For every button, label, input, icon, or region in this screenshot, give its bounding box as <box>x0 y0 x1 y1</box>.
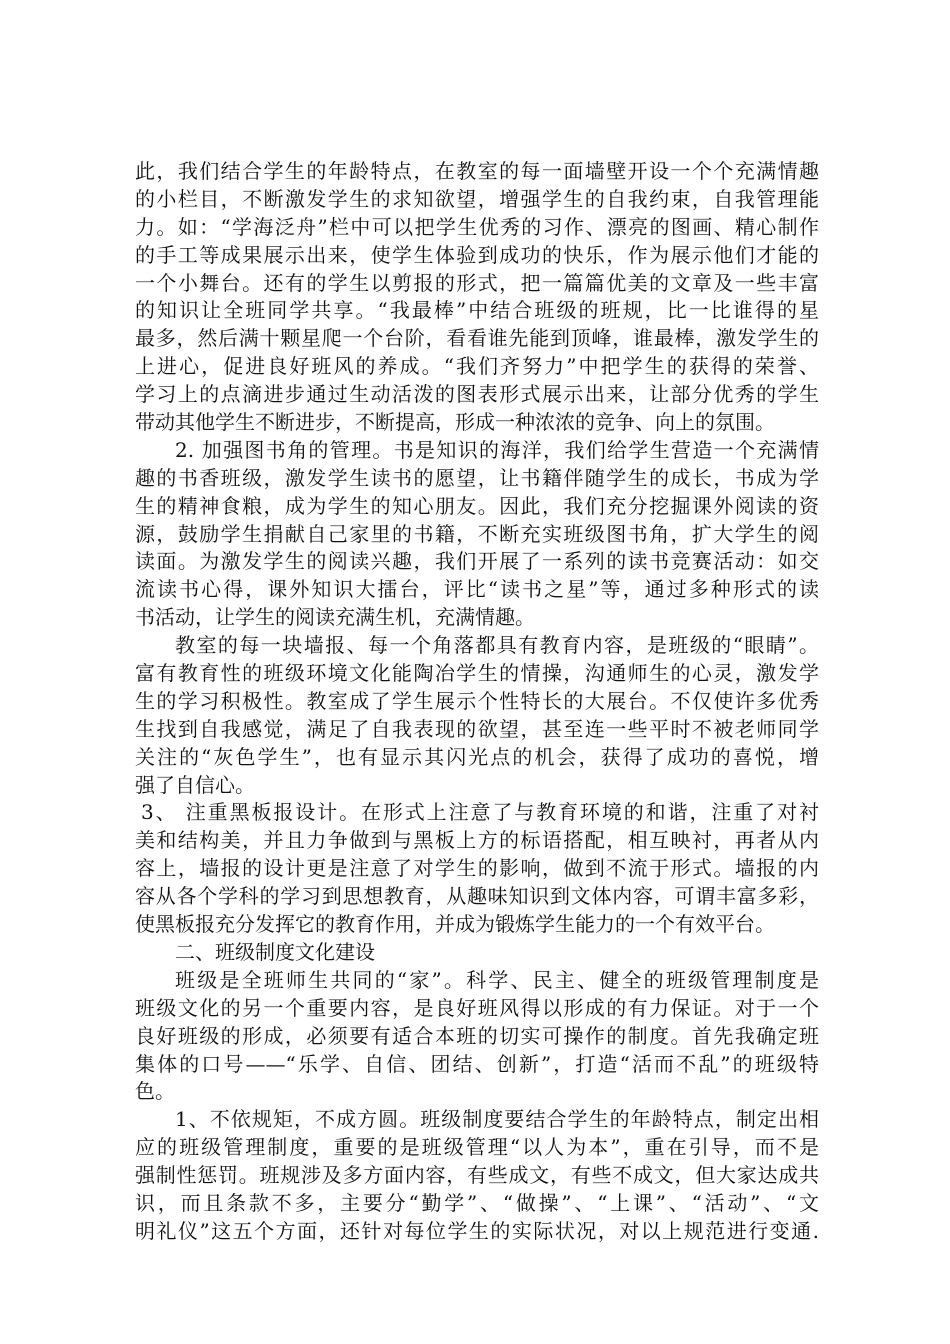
text-line: 力。如：“学海泛舟”栏中可以把学生优秀的习作、漂亮的图画、精心制作 <box>135 214 819 239</box>
text-line: 良好班级的形成，必须要有适合本班的切实可操作的制度。首先我确定班 <box>135 1023 819 1048</box>
text-line: 强制性惩罚。班规涉及多方面内容，有些成文，有些不成文，但大家达成共 <box>135 1163 819 1188</box>
text-line: 最多，然后满十颗星爬一个台阶，看看谁先能到顶峰，谁最棒，激发学生的 <box>135 326 819 351</box>
text-line: 2. 加强图书角的管理。书是知识的海洋，我们给学生营造一个充满情 <box>175 437 819 462</box>
text-line: 生的精神食粮，成为学生的知心朋友。因此，我们充分挖掘课外阅读的资 <box>135 493 819 518</box>
text-line: 识，而且条款不多，主要分“勤学”、“做操”、“上课”、“活动”、“文 <box>135 1190 819 1215</box>
text-line: 源，鼓励学生捐献自己家里的书籍，不断充实班级图书角，扩大学生的阅 <box>135 521 819 546</box>
text-line: 容从各个学科的学习到思想教育，从趣味知识到文体内容，可谓丰富多彩， <box>135 884 819 909</box>
text-line: 学习上的点滴进步通过生动活泼的图表形式展示出来，让部分优秀的学生 <box>135 382 819 407</box>
text-line: 生找到自我感觉，满足了自我表现的欲望，甚至连一些平时不被老师同学 <box>135 716 819 741</box>
text-line: 书活动，让学生的阅读充满生机，充满情趣。 <box>135 605 535 630</box>
text-line: 容上，墙报的设计更是注意了对学生的影响，做到不流于形式。墙报的内 <box>135 856 819 881</box>
text-line: 上进心，促进良好班风的养成。“我们齐努力”中把学生的获得的荣誉、 <box>135 354 819 379</box>
section-heading: 二、班级制度文化建设 <box>175 939 375 964</box>
text-line: 班级文化的另一个重要内容，是良好班风得以形成的有力保证。对于一个 <box>135 995 819 1020</box>
text-line: 应的班级管理制度，重要的是班级管理“以人为本”，重在引导，而不是 <box>135 1135 819 1160</box>
text-line: 趣的书香班级，激发学生读书的愿望，让书籍伴随学生的成长，书成为学 <box>135 465 819 490</box>
text-line: 明礼仪”这五个方面，还针对每位学生的实际状况，对以上规范进行变通. <box>135 1218 819 1243</box>
text-line: 教室的每一块墙报、每一个角落都具有教育内容，是班级的“眼睛”。 <box>175 633 819 658</box>
text-line: 读面。为激发学生的阅读兴趣，我们开展了一系列的读书竞赛活动：如交 <box>135 549 819 574</box>
text-line: 流读书心得，课外知识大擂台，评比“读书之星”等，通过多种形式的读 <box>135 577 819 602</box>
text-line: 带动其他学生不断进步，不断提高，形成一种浓浓的竞争、向上的氛围。 <box>135 410 775 435</box>
text-line: 3、 注重黑板报设计。在形式上注意了与教育环境的和谐，注重了对衬 <box>141 800 819 825</box>
text-line: 1、不依规矩，不成方圆。班级制度要结合学生的年龄特点，制定出相 <box>175 1107 819 1132</box>
text-line: 一个小舞台。还有的学生以剪报的形式，把一篇篇优美的文章及一些丰富 <box>135 270 819 295</box>
text-line: 生的学习积极性。教室成了学生展示个性特长的大展台。不仅使许多优秀 <box>135 688 819 713</box>
text-line: 集体的口号——“乐学、自信、团结、创新”，打造“活而不乱”的班级特 <box>135 1051 819 1076</box>
text-line: 关注的“灰色学生”，也有显示其闪光点的机会，获得了成功的喜悦，增 <box>135 744 819 769</box>
text-line: 的小栏目，不断激发学生的求知欲望，增强学生的自我约束，自我管理能 <box>135 186 819 211</box>
text-line: 使黑板报充分发挥它的教育作用，并成为锻炼学生能力的一个有效平台。 <box>135 912 775 937</box>
text-line: 班级是全班师生共同的“家”。科学、民主、健全的班级管理制度是 <box>175 967 819 992</box>
text-line: 此，我们结合学生的年龄特点，在教室的每一面墙壁开设一个个充满情趣 <box>135 159 819 183</box>
text-line: 强了自信心。 <box>135 772 255 797</box>
text-line: 的知识让全班同学共享。“我最棒”中结合班级的班规，比一比谁得的星 <box>135 298 819 323</box>
text-line: 美和结构美，并且力争做到与黑板上方的标语搭配，相互映衬，再者从内 <box>135 828 819 853</box>
text-line: 色。 <box>135 1079 175 1104</box>
document-body <box>135 158 819 1246</box>
text-line: 富有教育性的班级环境文化能陶冶学生的情操，沟通师生的心灵，激发学 <box>135 661 819 686</box>
text-line: 的手工等成果展示出来，使学生体验到成功的快乐，作为展示他们才能的 <box>135 242 819 267</box>
